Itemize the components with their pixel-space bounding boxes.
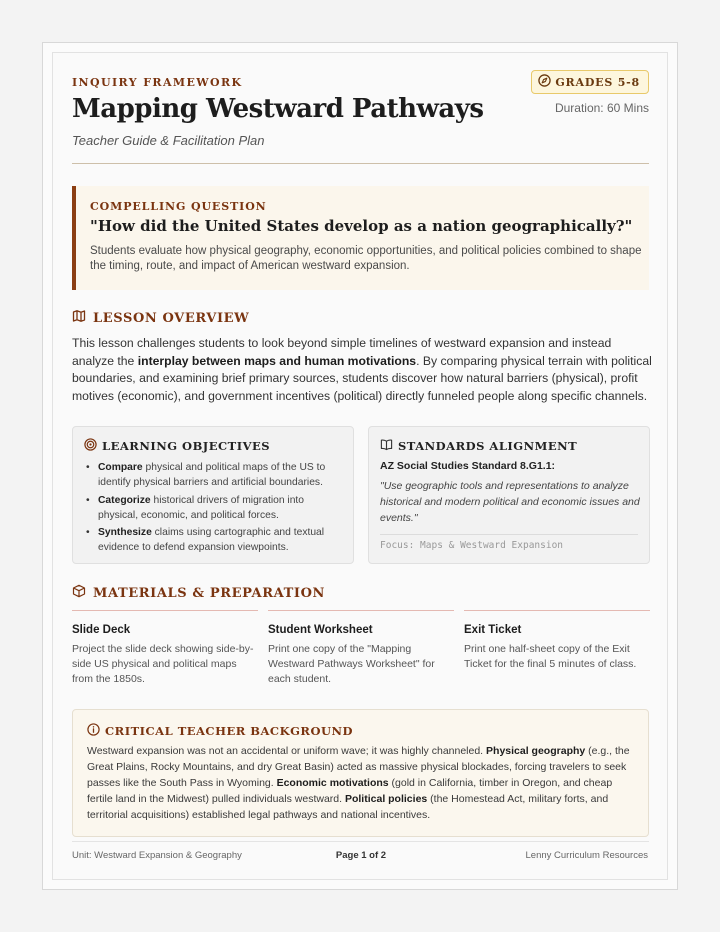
objective-text: historical drivers of migration into physical, economic, and political forces. [98,494,305,521]
page-frame [42,42,678,890]
teacher-background-title: CRITICAL TEACHER BACKGROUND [105,724,353,738]
info-icon [87,723,100,739]
objectives-list [84,460,346,558]
list-item [84,493,346,524]
objective-verb: Categorize [98,494,151,506]
materials-heading [72,584,325,602]
background-text-bold: Physical geography [486,745,586,757]
footer-unit: Unit: Westward Expansion & Geography [72,850,242,861]
footer-publisher: Lenny Curriculum Resources [525,850,648,861]
overview-text-part: This lesson challenges students to look beyond simple timelines of westward expansion and instead analyze the [72,336,612,368]
standards-focus: Focus: Maps & Westward Expansion [380,540,564,551]
standards-alignment-title: STANDARDS ALIGNMENT [398,439,578,453]
objective-text: claims using cartographic and textual evidence to defend expansion viewpoints. [98,527,325,554]
objective-verb: Compare [98,462,143,473]
compelling-question-box [72,186,649,290]
objective-verb: Synthesize [98,527,152,539]
map-icon [72,309,86,327]
book-open-icon [380,438,393,454]
material-item [268,610,454,685]
material-item [464,610,650,670]
material-item [72,610,258,685]
standards-divider [380,534,638,535]
compass-icon [538,74,551,90]
duration-label: Duration: 60 Mins [554,101,649,115]
eyebrow-label: INQUIRY FRAMEWORK [72,76,243,89]
lesson-overview-title: LESSON OVERVIEW [93,310,250,326]
background-text-part: (gold in California, timber in Oregon, and cheap fertile land in the Midwest) pulled individuals westward. [87,777,613,805]
list-item [84,525,346,556]
overview-text-bold: interplay between maps and human motivations [137,353,417,368]
material-description: Print one copy of the "Mapping Westward Pathways Worksheet" for each student. [268,643,435,685]
background-text-part: (the Homestead Act, military forts, and territorial acquisitions) established legal pathways and national incentives. [87,793,609,821]
material-title: Student Worksheet [268,624,373,636]
grade-badge [531,70,649,94]
overview-text-part: . By comparing physical terrain with political boundaries, and examining brief primary sources, students discover how natural barriers (physical), profit motives (economic), and government incentives (political) directly funneled people along specific channels. [72,353,652,403]
background-text-bold: Political policies [344,793,428,805]
standard-name: AZ Social Studies Standard 8.G1.1: [380,460,556,472]
target-icon [84,438,97,454]
standard-quote: "Use geographic tools and representations to analyze historical and modern political and economic issues and events." [380,480,640,524]
compelling-question-label: COMPELLING QUESTION [90,200,267,213]
material-title: Exit Ticket [464,624,522,636]
page-title: Mapping Westward Pathways [72,94,484,124]
background-text-bold: Economic motivations [276,777,389,789]
grade-badge-label: GRADES 5-8 [555,75,640,89]
header-divider [72,163,649,164]
materials-title: MATERIALS & PREPARATION [93,585,325,601]
background-text-part: Westward expansion was not an accidental or uniform wave; it was highly channeled. [87,745,487,757]
compelling-question: "How did the United States develop as a nation geographically?" [90,217,633,235]
teacher-background-box [72,709,649,837]
list-item [84,460,346,491]
teacher-background-text [87,743,635,823]
standards-alignment-card [368,426,650,564]
material-title: Slide Deck [72,624,131,636]
background-text-part: (e.g., the Great Plains, Rocky Mountains, and dry Great Basin) acted as massive physical blockades, forcing travelers to seek passes like the South Pass in Wyoming. [87,745,630,789]
lesson-overview-text [72,335,652,405]
learning-objectives-heading [84,438,270,454]
compelling-question-description: Students evaluate how physical geography, economic opportunities, and political policies combined to shape the timing, route, and impact of American westward expansion. [90,245,642,272]
standards-alignment-heading [380,438,577,454]
footer-page-number: Page 1 of 2 [335,850,387,861]
footer-divider [72,841,649,842]
lesson-overview-heading [72,309,249,327]
learning-objectives-title: LEARNING OBJECTIVES [102,439,271,453]
document-page [52,52,668,880]
material-description: Project the slide deck showing side-by-side US physical and political maps from the 1850s. [72,643,254,685]
objective-text: physical and political maps of the US to identify physical barriers and artificial boundaries. [98,462,326,489]
material-description: Print one half-sheet copy of the Exit Ticket for the final 5 minutes of class. [464,643,637,670]
teacher-background-heading [87,723,353,739]
box-icon [72,584,86,602]
page-subtitle: Teacher Guide & Facilitation Plan [72,133,265,148]
learning-objectives-card [72,426,354,564]
